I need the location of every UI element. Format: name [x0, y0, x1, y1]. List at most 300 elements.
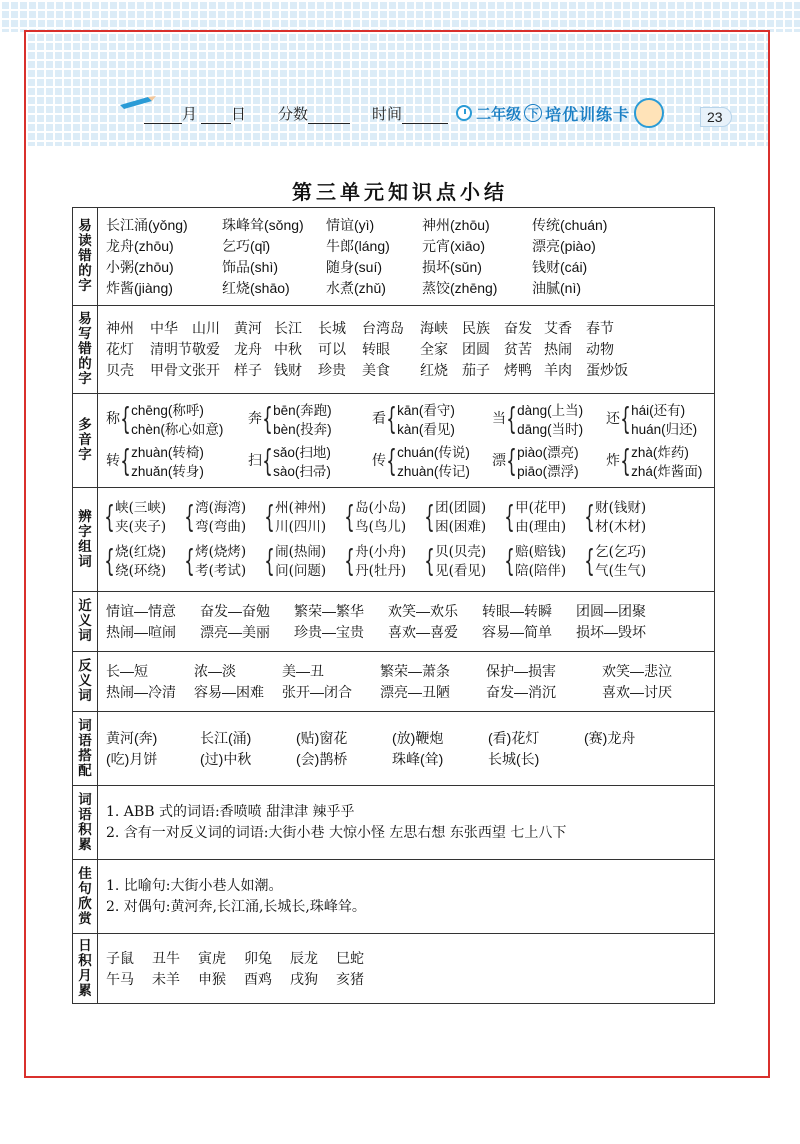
reading-b: sào(扫帚) [273, 463, 331, 479]
polyphone-group [372, 401, 490, 439]
term: (吃)月饼 [106, 750, 158, 767]
term: 喜欢—讨厌 [602, 683, 672, 700]
term: 热闹—喧闹 [106, 623, 176, 640]
term: 漂亮—美丽 [200, 623, 270, 640]
term: (会)鹊桥 [296, 750, 348, 767]
brace-icon: { [620, 401, 631, 437]
polyphone-char: 还 [606, 411, 620, 427]
word-b: 陪(陪伴) [515, 562, 567, 579]
section-label: 易读错的字 [73, 208, 98, 306]
row [106, 278, 708, 299]
reading-b: dāng(当时) [517, 421, 584, 437]
term: 奋发—消沉 [486, 683, 556, 700]
distinguish-pair [115, 543, 166, 581]
section-easy-read [73, 208, 715, 306]
term: 热闹 [544, 341, 572, 357]
brace-icon: { [386, 401, 397, 437]
polyphone-readings [517, 443, 579, 481]
polyphone-row [106, 443, 708, 481]
section-label: 辨字组词 [73, 488, 98, 592]
polyphone-char: 称 [106, 411, 120, 427]
series-label: 培优训练卡 [545, 106, 631, 124]
term: 小粥(zhōu) [106, 258, 174, 275]
reading-b: zhuàn(传记) [397, 463, 470, 479]
word-b: 由(理由) [515, 518, 567, 535]
brace-icon: { [506, 401, 517, 437]
term: 甲骨文 [150, 362, 192, 378]
term: 蒸饺(zhēng) [422, 279, 498, 296]
term: 珍贵 [318, 362, 346, 378]
term: 海峡 [420, 320, 448, 336]
term: 传统(chuán) [532, 216, 608, 233]
brace-icon: { [620, 443, 631, 479]
term: 可以 [318, 341, 346, 357]
term: 转眼—转瞬 [482, 602, 552, 619]
term-label: 下 [524, 104, 542, 122]
word-b: 鸟(鸟儿) [355, 518, 407, 535]
term: 全家 [420, 341, 448, 357]
term: 长城(长) [488, 750, 540, 767]
term: 浓—淡 [194, 662, 236, 679]
polyphone-char: 扫 [248, 453, 262, 469]
row [106, 257, 708, 278]
distinguish-pair [435, 499, 486, 537]
brace-icon: { [104, 499, 115, 535]
term: 黄河 [234, 320, 262, 336]
term: 珠峰耸(sǒng) [222, 216, 304, 233]
word-a: 闹(热闹) [275, 543, 327, 560]
section-content [98, 306, 715, 394]
term: 烤鸭 [504, 362, 532, 378]
brace-icon: { [184, 499, 195, 535]
term: 美—丑 [282, 662, 324, 679]
term: (贴)窗花 [296, 729, 348, 746]
grade-badge [476, 102, 630, 125]
distinguish-pair [515, 543, 566, 581]
brace-icon: { [386, 443, 397, 479]
term: 贫苦 [504, 341, 532, 357]
polyphone-group [492, 401, 604, 439]
term: 喜欢—喜爱 [388, 623, 458, 640]
brace-icon: { [424, 543, 435, 579]
polyphone-readings [631, 401, 697, 439]
section-label: 近义词 [73, 592, 98, 652]
term: 牛郎(láng) [326, 237, 390, 254]
polyphone-readings [131, 401, 223, 439]
distinguish-pair [515, 499, 566, 537]
section-sentences [73, 860, 715, 934]
term: 珍贵—宝贵 [294, 623, 364, 640]
brace-icon: { [344, 543, 355, 579]
word-a: 烧(红烧) [115, 543, 167, 560]
term: 清明节 [150, 341, 192, 357]
word-a: 贝(贝壳) [435, 543, 487, 560]
reading-b: huán(归还) [631, 421, 698, 437]
month-label: 月 [182, 105, 198, 123]
row [106, 318, 708, 339]
term: 红烧 [420, 362, 448, 378]
section-label: 日积月累 [73, 934, 98, 1004]
term: 保护—损害 [486, 662, 556, 679]
section-label: 词语搭配 [73, 712, 98, 786]
polyphone-readings [273, 401, 332, 439]
reading-a: chēng(称呼) [131, 402, 204, 418]
polyphone-group [106, 443, 246, 481]
brace-icon: { [262, 443, 273, 479]
section-content [98, 934, 715, 1004]
term: 未羊 [152, 970, 180, 987]
term: 茄子 [462, 362, 490, 378]
term: 黄河(奔) [106, 729, 158, 746]
polyphone-char: 看 [372, 411, 386, 427]
word-b: 见(看见) [435, 562, 487, 579]
row [106, 948, 708, 969]
term: 卯兔 [244, 949, 272, 966]
polyphone-readings [631, 443, 702, 481]
polyphone-group [606, 401, 706, 439]
brace-icon: { [264, 499, 275, 535]
distinguish-group [426, 499, 506, 537]
polyphone-char: 转 [106, 453, 120, 469]
reading-a: bēn(奔跑) [273, 402, 332, 418]
word-a: 赔(赔钱) [515, 543, 567, 560]
polyphone-readings [397, 443, 470, 481]
row [106, 728, 708, 749]
word-b: 考(考试) [195, 562, 247, 579]
term: 戌狗 [290, 970, 318, 987]
term: 辰龙 [290, 949, 318, 966]
row [106, 339, 708, 360]
reading-a: dàng(上当) [517, 402, 584, 418]
term: 敬爱 [192, 341, 220, 357]
reading-a: hái(还有) [631, 402, 686, 418]
term: 情谊(yì) [326, 216, 375, 233]
polyphone-readings [397, 401, 455, 439]
term: 蛋炒饭 [586, 362, 628, 378]
brace-icon: { [504, 499, 515, 535]
term: 动物 [586, 341, 614, 357]
word-b: 问(问题) [275, 562, 327, 579]
term: 随身(suí) [326, 258, 382, 275]
brace-icon: { [504, 543, 515, 579]
term: 神州 [106, 320, 134, 336]
term: 损坏(sǔn) [422, 258, 482, 275]
reading-a: kān(看守) [397, 402, 455, 418]
word-b: 丹(牡丹) [355, 562, 407, 579]
brace-icon: { [120, 401, 131, 437]
section-label: 易写错的字 [73, 306, 98, 394]
term: 繁荣—繁华 [294, 602, 364, 619]
word-a: 乞(乞巧) [595, 543, 647, 560]
distinguish-pair [115, 499, 166, 537]
polyphone-readings [517, 401, 583, 439]
distinguish-group [266, 543, 346, 581]
accumulation-line-2: 2. 含有一对反义词的词语:大街小巷 大惊小怪 左思右想 东张西望 七上八下 [106, 824, 567, 841]
word-b: 弯(弯曲) [195, 518, 247, 535]
polyphone-char: 传 [372, 453, 386, 469]
section-antonyms [73, 652, 715, 712]
distinguish-group [106, 499, 186, 537]
term: 欢笑—悲泣 [602, 662, 672, 679]
score-field[interactable] [278, 103, 350, 124]
section-content [98, 786, 715, 860]
section-content [98, 208, 715, 306]
polyphone-readings [131, 443, 204, 481]
sentence-line-2: 2. 对偶句:黄河奔,长江涌,长城长,珠峰耸。 [106, 898, 366, 915]
word-a: 烤(烧烤) [195, 543, 247, 560]
word-a: 州(神州) [275, 499, 327, 516]
term: 长江 [274, 320, 302, 336]
reading-a: chuán(传说) [397, 444, 470, 460]
term: 民族 [462, 320, 490, 336]
section-collocation [73, 712, 715, 786]
distinguish-pair [195, 543, 246, 581]
page-title: 第三单元知识点小结 [292, 180, 508, 204]
term: 午马 [106, 970, 134, 987]
sentence-line-1: 1. 比喻句:大街小巷人如潮。 [106, 877, 283, 894]
word-b: 夹(夹子) [115, 518, 167, 535]
brace-icon: { [262, 401, 273, 437]
term: 长江涌(yǒng) [106, 216, 188, 233]
section-polyphones [73, 394, 715, 488]
distinguish-group [106, 543, 186, 581]
row [106, 360, 708, 381]
section-distinguish [73, 488, 715, 592]
header-strip [110, 96, 720, 130]
term: 热闹—冷清 [106, 683, 176, 700]
term: 巳蛇 [336, 949, 364, 966]
term: 元宵(xiāo) [422, 237, 486, 254]
brace-icon: { [424, 499, 435, 535]
term: (放)鞭炮 [392, 729, 444, 746]
row [106, 601, 708, 622]
reading-b: zhuǎn(转身) [131, 463, 204, 479]
section-label: 多音字 [73, 394, 98, 488]
term: 丑牛 [152, 949, 180, 966]
term: 红烧(shāo) [222, 279, 290, 296]
distinguish-row [106, 499, 708, 537]
polyphone-row [106, 401, 708, 439]
term: 欢笑—欢乐 [388, 602, 458, 619]
brace-icon: { [264, 543, 275, 579]
section-content [98, 652, 715, 712]
word-a: 甲(花甲) [515, 499, 567, 516]
term: 张开 [192, 362, 220, 378]
term: (赛)龙舟 [584, 729, 636, 746]
distinguish-group [586, 499, 666, 537]
section-label: 佳句欣赏 [73, 860, 98, 934]
word-a: 财(钱财) [595, 499, 647, 516]
term: 炸酱(jiàng) [106, 279, 173, 296]
term: 饰品(shì) [222, 258, 278, 275]
term: 容易—简单 [482, 623, 552, 640]
distinguish-group [586, 543, 666, 581]
reading-a: sǎo(扫地) [273, 444, 331, 460]
term: 亥猪 [336, 970, 364, 987]
distinguish-group [346, 543, 426, 581]
polyphone-group [492, 443, 604, 481]
distinguish-group [426, 543, 506, 581]
word-a: 岛(小岛) [355, 499, 407, 516]
reading-a: zhà(炸药) [631, 444, 689, 460]
polyphone-group [248, 443, 370, 481]
term: 长—短 [106, 662, 148, 679]
term: 繁荣—萧条 [380, 662, 450, 679]
term: 奋发—奋勉 [200, 602, 270, 619]
term: 神州(zhōu) [422, 216, 490, 233]
time-field[interactable] [372, 103, 448, 124]
reading-a: piào(漂亮) [517, 444, 579, 460]
term: 张开—闭合 [282, 683, 352, 700]
term: 龙舟(zhōu) [106, 237, 174, 254]
grade-label: 二年级 [476, 105, 522, 123]
brace-icon: { [184, 543, 195, 579]
term: 转眼 [362, 341, 390, 357]
row [106, 215, 708, 236]
time-label: 时间 [372, 105, 403, 123]
term: 钱财 [274, 362, 302, 378]
section-content [98, 592, 715, 652]
distinguish-group [186, 499, 266, 537]
row [106, 236, 708, 257]
polyphone-group [606, 443, 706, 481]
section-content [98, 394, 715, 488]
section-easy-write [73, 306, 715, 394]
term: 乞巧(qǐ) [222, 237, 271, 254]
term: 春节 [586, 320, 614, 336]
term: 酉鸡 [244, 970, 272, 987]
section-synonyms [73, 592, 715, 652]
polyphone-readings [273, 443, 331, 481]
reading-a: zhuàn(转椅) [131, 444, 204, 460]
reading-b: chèn(称心如意) [131, 421, 224, 437]
day-field[interactable] [201, 103, 246, 124]
clock-icon [456, 105, 472, 121]
day-label: 日 [231, 105, 247, 123]
term: 贝壳 [106, 362, 134, 378]
distinguish-row [106, 543, 708, 581]
section-content [98, 712, 715, 786]
term: 花灯 [106, 341, 134, 357]
term: 长江(涌) [200, 729, 252, 746]
term: 团圆 [462, 341, 490, 357]
summary-table [72, 207, 715, 1004]
distinguish-pair [595, 543, 646, 581]
term: 山川 [192, 320, 220, 336]
term: 损坏—毁坏 [576, 623, 646, 640]
term: 奋发 [504, 320, 532, 336]
term: 漂亮(piào) [532, 237, 596, 254]
distinguish-group [506, 543, 586, 581]
distinguish-group [506, 499, 586, 537]
term: 中华 [150, 320, 178, 336]
brace-icon: { [584, 543, 595, 579]
term: 长城 [318, 320, 346, 336]
brace-icon: { [344, 499, 355, 535]
distinguish-pair [195, 499, 246, 537]
word-a: 峡(三峡) [115, 499, 167, 516]
reading-b: kàn(看见) [397, 421, 455, 437]
section-label: 反义词 [73, 652, 98, 712]
brace-icon: { [584, 499, 595, 535]
polyphone-char: 漂 [492, 453, 506, 469]
term: 龙舟 [234, 341, 262, 357]
polyphone-char: 奔 [248, 411, 262, 427]
word-b: 川(四川) [275, 518, 327, 535]
word-b: 绕(环绕) [115, 562, 167, 579]
section-label: 词语积累 [73, 786, 98, 860]
brace-icon: { [104, 543, 115, 579]
term: 钱财(cái) [532, 258, 588, 275]
polyphone-char: 炸 [606, 453, 620, 469]
distinguish-group [346, 499, 426, 537]
distinguish-pair [435, 543, 486, 581]
term: 寅虎 [198, 949, 226, 966]
section-content [98, 488, 715, 592]
term: 漂亮—丑陋 [380, 683, 450, 700]
term: 羊肉 [544, 362, 572, 378]
term: 台湾岛 [362, 320, 404, 336]
word-a: 团(团圆) [435, 499, 487, 516]
distinguish-pair [355, 499, 406, 537]
row [106, 969, 708, 990]
section-daily [73, 934, 715, 1004]
term: 水煮(zhǔ) [326, 279, 386, 296]
polyphone-group [372, 443, 490, 481]
word-b: 气(生气) [595, 562, 647, 579]
distinguish-pair [355, 543, 406, 581]
distinguish-group [186, 543, 266, 581]
term: (看)花灯 [488, 729, 540, 746]
term: 中秋 [274, 341, 302, 357]
term: 艾香 [544, 320, 572, 336]
section-accumulation [73, 786, 715, 860]
word-b: 困(困难) [435, 518, 487, 535]
distinguish-pair [275, 543, 326, 581]
month-field[interactable] [110, 103, 197, 124]
distinguish-pair [275, 499, 326, 537]
term: (过)中秋 [200, 750, 252, 767]
term: 样子 [234, 362, 262, 378]
polyphone-group [248, 401, 370, 439]
term: 情谊—情意 [106, 602, 176, 619]
accumulation-line-1: 1. ABB 式的词语:香喷喷 甜津津 辣乎乎 [106, 803, 355, 820]
reading-b: zhá(炸酱面) [631, 463, 703, 479]
term: 申猴 [198, 970, 226, 987]
row [106, 661, 708, 682]
word-a: 湾(海湾) [195, 499, 247, 516]
polyphone-group [106, 401, 246, 439]
header-band-top [0, 0, 800, 32]
page-number: 23 [700, 107, 732, 127]
polyphone-char: 当 [492, 411, 506, 427]
row [106, 622, 708, 643]
distinguish-group [266, 499, 346, 537]
term: 子鼠 [106, 949, 134, 966]
brace-icon: { [506, 443, 517, 479]
term: 珠峰(耸) [392, 750, 444, 767]
term: 美食 [362, 362, 390, 378]
section-content [98, 860, 715, 934]
mascot-icon [634, 98, 664, 128]
term: 容易—困难 [194, 683, 264, 700]
term: 团圆—团聚 [576, 602, 646, 619]
word-b: 材(木材) [595, 518, 647, 535]
distinguish-pair [595, 499, 646, 537]
score-label: 分数 [278, 105, 309, 123]
term: 油腻(nì) [532, 279, 581, 296]
word-a: 舟(小舟) [355, 543, 407, 560]
